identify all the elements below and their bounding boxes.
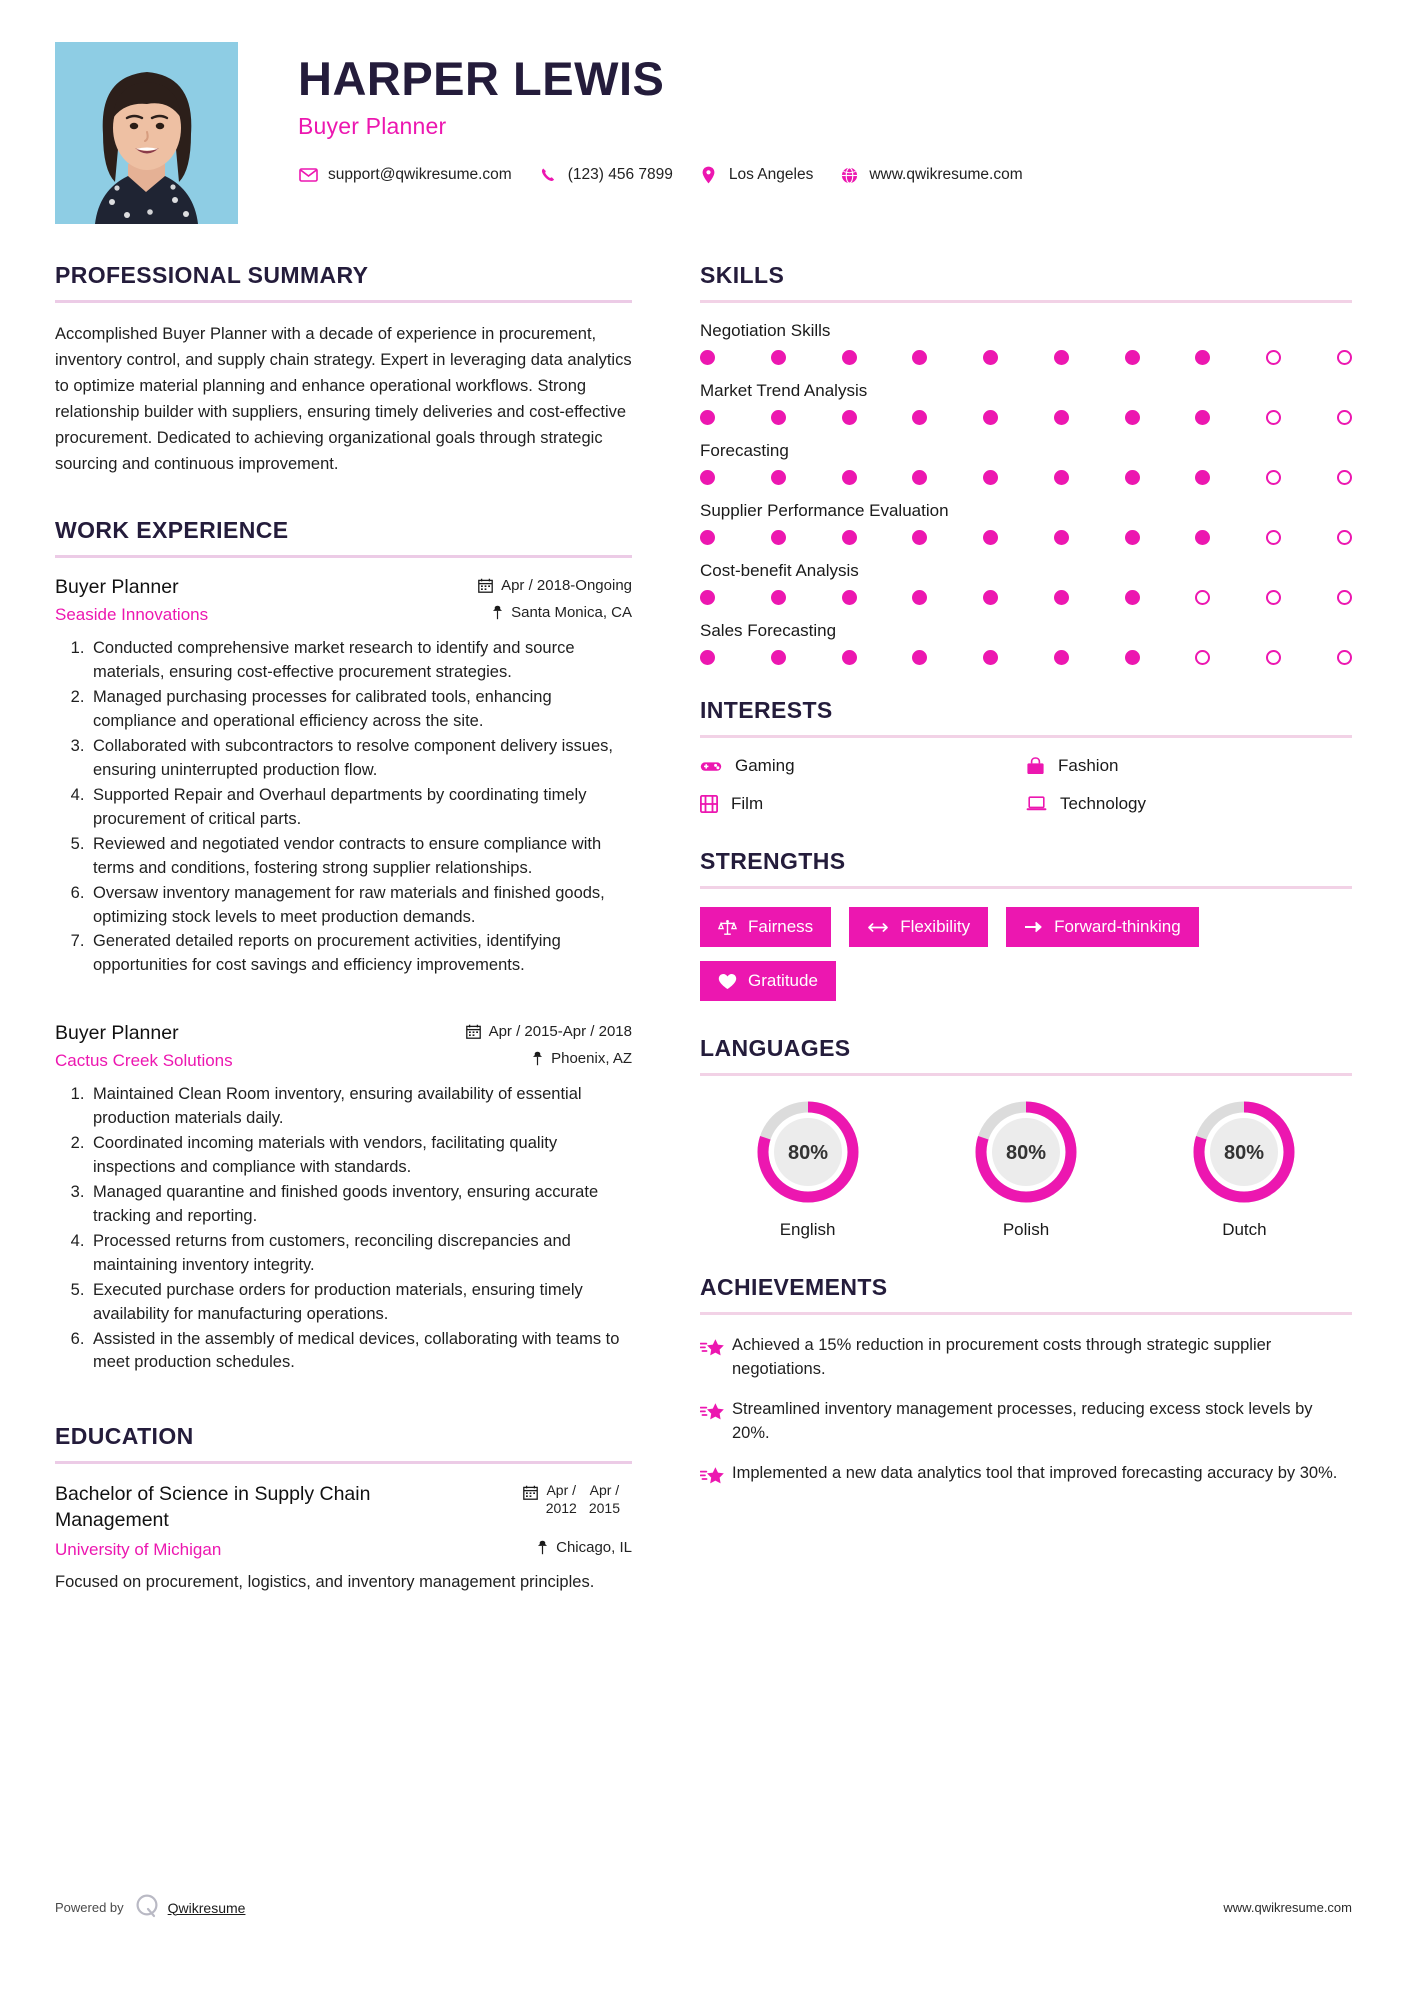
map-pin-icon xyxy=(532,1051,543,1066)
rating-dot-filled xyxy=(912,350,927,365)
rating-dot-filled xyxy=(842,590,857,605)
rating-dot-filled xyxy=(983,350,998,365)
summary-paragraph: Accomplished Buyer Planner with a decade of experience in procurement, inventory control, and supply chain strategy. Expert in leveraging data analytics to optimize material planning and enhance operational workflows. Strong relationship builder with suppliers, ensuring timely deliveries and cost-effective procurement. Dedicated to achieving organizational goals through strategic sourcing and continuous improvement. xyxy=(55,325,632,474)
education-entry-header xyxy=(55,1482,632,1533)
achievement-item xyxy=(700,1461,1352,1492)
section-skills xyxy=(700,262,1352,665)
experience-bullet: 7. Generated detailed reports on procurement activities, identifying opportunities for cost savings and efficiency improvements. xyxy=(89,930,632,978)
section-heading-achievements: ACHIEVEMENTS xyxy=(700,1274,888,1300)
strengths-tag-list xyxy=(700,907,1352,1001)
rating-dot-filled xyxy=(700,530,715,545)
language-donut-chart xyxy=(750,1094,866,1210)
interest-label: Gaming xyxy=(735,756,795,775)
contact-website[interactable] xyxy=(839,165,1022,185)
rating-dot-filled xyxy=(771,350,786,365)
interest-label: Film xyxy=(731,794,764,813)
experience-location xyxy=(532,1050,632,1067)
rating-dot-filled xyxy=(771,590,786,605)
interest-label: Fashion xyxy=(1058,756,1119,775)
skill-label: Sales Forecasting xyxy=(700,621,837,640)
section-education xyxy=(55,1423,632,1594)
footer-brand-link[interactable]: Qwikresume xyxy=(167,1899,246,1916)
education-location xyxy=(537,1539,632,1556)
achievement-text: Streamlined inventory management processes, reducing excess stock levels by 20%. xyxy=(732,1400,1313,1443)
rating-dot-filled xyxy=(700,350,715,365)
page-title: HARPER LEWIS xyxy=(298,52,665,105)
experience-location-text: Santa Monica, CA xyxy=(511,604,632,622)
rating-dot-filled xyxy=(983,470,998,485)
calendar-icon xyxy=(466,1024,481,1039)
rating-dot-filled xyxy=(771,530,786,545)
experience-bullet: 2. Managed purchasing processes for calibrated tools, enhancing compliance and operational efficiency across the site. xyxy=(89,686,632,734)
arrow-right-icon xyxy=(1024,920,1043,934)
education-entry-subheader xyxy=(55,1539,632,1560)
qwikresume-logo-icon xyxy=(134,1893,160,1922)
interests-grid xyxy=(700,756,1352,814)
spacer xyxy=(700,1240,1352,1274)
education-date-start xyxy=(546,1482,577,1517)
rating-dot-filled xyxy=(1195,470,1210,485)
rating-dot-filled xyxy=(912,650,927,665)
rating-dot-empty xyxy=(1266,470,1281,485)
rating-dot-filled xyxy=(1054,650,1069,665)
languages-list xyxy=(700,1094,1352,1240)
experience-bullet: 6. Assisted in the assembly of medical devices, collaborating with teams to meet production schedules. xyxy=(89,1328,632,1376)
section-divider xyxy=(700,1312,1352,1315)
education-date-end-year: 2015 xyxy=(588,1499,620,1516)
contact-email-text: support@qwikresume.com xyxy=(328,166,512,184)
skill-label: Forecasting xyxy=(700,441,789,460)
rating-dot-empty xyxy=(1266,350,1281,365)
achievement-item xyxy=(700,1333,1352,1381)
experience-entry-subheader xyxy=(55,1050,632,1071)
contact-phone-text: (123) 456 7899 xyxy=(567,166,673,184)
section-heading-skills: SKILLS xyxy=(700,262,785,288)
skills-list xyxy=(700,321,1352,665)
experience-bullet: 5. Executed purchase orders for production materials, ensuring timely availability for manufacturing operations. xyxy=(89,1279,632,1327)
experience-bullet-list xyxy=(55,1083,632,1375)
avatar xyxy=(55,42,238,224)
language-name-label: English xyxy=(779,1220,836,1239)
skill-item xyxy=(700,381,1352,425)
section-heading-education: EDUCATION xyxy=(55,1423,194,1450)
spacer xyxy=(700,1001,1352,1035)
skill-label: Supplier Performance Evaluation xyxy=(700,501,949,520)
education-location-text: Chicago, IL xyxy=(556,1539,632,1557)
rating-dot-empty xyxy=(1337,650,1352,665)
rating-dot-filled xyxy=(912,530,927,545)
language-percent-label: 80% xyxy=(1005,1142,1047,1164)
left-column xyxy=(55,262,672,1595)
section-interests xyxy=(700,697,1352,814)
language-percent-label: 80% xyxy=(1224,1142,1265,1164)
section-heading-strengths: STRENGTHS xyxy=(700,848,846,874)
rating-dot-empty xyxy=(1266,650,1281,665)
experience-dates xyxy=(466,1023,632,1040)
footer-website[interactable]: www.qwikresume.com xyxy=(1223,1900,1352,1915)
laptop-icon xyxy=(1026,796,1047,812)
language-name-label: Dutch xyxy=(1222,1220,1267,1239)
education-description: Focused on procurement, logistics, and inventory management principles. xyxy=(55,1573,595,1592)
contact-phone[interactable] xyxy=(538,165,673,185)
location-pin-icon xyxy=(699,165,719,185)
experience-bullet: 2. Coordinated incoming materials with vendors, facilitating quality inspections and compliance with standards. xyxy=(89,1132,632,1180)
experience-location xyxy=(492,604,632,621)
rating-dot-empty xyxy=(1337,350,1352,365)
section-divider xyxy=(700,300,1352,303)
section-divider xyxy=(55,1461,632,1464)
section-divider xyxy=(700,735,1352,738)
calendar-icon xyxy=(478,578,493,593)
rating-dot-filled xyxy=(1054,530,1069,545)
heart-icon xyxy=(718,973,737,990)
resume-header xyxy=(0,0,1407,224)
rating-dot-filled xyxy=(1195,530,1210,545)
shooting-star-icon xyxy=(700,1397,732,1445)
rating-dot-empty xyxy=(1337,410,1352,425)
rating-dot-filled xyxy=(1054,350,1069,365)
rating-dot-filled xyxy=(700,410,715,425)
experience-bullet: 4. Processed returns from customers, reconciling discrepancies and maintaining inventory integrity. xyxy=(89,1230,632,1278)
rating-dot-filled xyxy=(983,590,998,605)
skill-label: Market Trend Analysis xyxy=(700,381,868,400)
skill-rating-dots xyxy=(700,470,1352,485)
strength-tag-fairness xyxy=(700,907,831,947)
experience-entry-header xyxy=(55,1022,632,1045)
education-entry xyxy=(55,1482,632,1594)
section-divider xyxy=(55,300,632,303)
contact-email[interactable] xyxy=(298,165,512,185)
strength-label: Gratitude xyxy=(748,971,818,990)
rating-dot-filled xyxy=(1054,590,1069,605)
arrows-horizontal-icon xyxy=(867,921,889,934)
spacer xyxy=(700,814,1352,848)
strength-tag-flexibility xyxy=(849,907,988,947)
education-date-start-month: Apr / xyxy=(546,1482,577,1499)
calendar-icon xyxy=(523,1485,538,1503)
rating-dot-filled xyxy=(1054,470,1069,485)
experience-bullet: 1. Maintained Clean Room inventory, ensuring availability of essential production materials daily. xyxy=(89,1083,632,1131)
footer-powered-by xyxy=(55,1893,245,1922)
experience-bullet: 3. Managed quarantine and finished goods inventory, ensuring accurate tracking and reporting. xyxy=(89,1181,632,1229)
job-title-subheading: Buyer Planner xyxy=(298,113,447,140)
right-column xyxy=(672,262,1352,1595)
skill-rating-dots xyxy=(700,650,1352,665)
section-work-experience xyxy=(55,517,632,1375)
rating-dot-filled xyxy=(983,650,998,665)
shooting-star-icon xyxy=(700,1461,732,1492)
skill-label: Negotiation Skills xyxy=(700,321,831,340)
rating-dot-filled xyxy=(771,470,786,485)
rating-dot-filled xyxy=(1125,410,1140,425)
skill-rating-dots xyxy=(700,410,1352,425)
resume-body xyxy=(0,262,1407,1595)
scales-icon xyxy=(718,919,737,936)
profile-photo-illustration xyxy=(55,42,238,224)
rating-dot-empty xyxy=(1266,410,1281,425)
strength-label: Flexibility xyxy=(900,917,971,936)
section-divider xyxy=(700,886,1352,889)
section-heading-summary: PROFESSIONAL SUMMARY xyxy=(55,262,369,288)
strength-label: Forward-thinking xyxy=(1054,917,1181,936)
interest-label: Technology xyxy=(1060,794,1147,813)
skill-rating-dots xyxy=(700,350,1352,365)
contact-location xyxy=(699,165,813,185)
experience-role: Buyer Planner xyxy=(55,576,179,599)
skill-item xyxy=(700,621,1352,665)
rating-dot-filled xyxy=(912,590,927,605)
experience-entry xyxy=(55,1022,632,1375)
rating-dot-filled xyxy=(1125,530,1140,545)
rating-dot-filled xyxy=(1195,350,1210,365)
globe-icon xyxy=(839,165,859,185)
rating-dot-empty xyxy=(1337,470,1352,485)
experience-bullet: 4. Supported Repair and Overhaul departments by coordinating timely procurement of critical parts. xyxy=(89,784,632,832)
language-percent-label: 80% xyxy=(787,1142,828,1164)
shooting-star-icon xyxy=(700,1333,732,1381)
skill-label: Cost-benefit Analysis xyxy=(700,561,859,580)
rating-dot-filled xyxy=(700,470,715,485)
handbag-icon xyxy=(1026,757,1045,775)
rating-dot-filled xyxy=(983,530,998,545)
experience-bullet: 5. Reviewed and negotiated vendor contracts to ensure compliance with terms and conditions, fostering strong supplier relationships. xyxy=(89,833,632,881)
section-heading-interests: INTERESTS xyxy=(700,697,833,723)
rating-dot-empty xyxy=(1195,650,1210,665)
rating-dot-filled xyxy=(983,410,998,425)
achievement-text: Achieved a 15% reduction in procurement costs through strategic supplier negotiations. xyxy=(732,1336,1272,1379)
skill-item xyxy=(700,441,1352,485)
experience-entry-subheader xyxy=(55,604,632,625)
rating-dot-filled xyxy=(842,530,857,545)
experience-dates-text: Apr / 2015-Apr / 2018 xyxy=(488,1023,632,1041)
page-footer xyxy=(55,1893,1352,1922)
spacer xyxy=(55,1383,632,1423)
skill-item xyxy=(700,501,1352,545)
experience-dates-text: Apr / 2018-Ongoing xyxy=(501,577,632,595)
achievement-item xyxy=(700,1397,1352,1445)
achievement-text: Implemented a new data analytics tool that improved forecasting accuracy by 30%. xyxy=(732,1464,1338,1483)
strength-tag-forward-thinking xyxy=(1006,907,1199,947)
rating-dot-empty xyxy=(1337,530,1352,545)
achievements-list xyxy=(700,1333,1352,1492)
section-heading-languages: LANGUAGES xyxy=(700,1035,851,1061)
rating-dot-filled xyxy=(1125,350,1140,365)
spacer xyxy=(55,477,632,517)
experience-entry xyxy=(55,576,632,978)
section-languages xyxy=(700,1035,1352,1240)
education-date-start-year: 2012 xyxy=(545,1499,577,1516)
experience-company: Cactus Creek Solutions xyxy=(55,1051,233,1071)
interest-item-fashion xyxy=(1026,756,1352,776)
rating-dot-empty xyxy=(1266,530,1281,545)
spacer xyxy=(700,681,1352,697)
experience-company: Seaside Innovations xyxy=(55,605,209,625)
skill-rating-dots xyxy=(700,590,1352,605)
contact-location-text: Los Angeles xyxy=(728,166,814,184)
language-donut-chart xyxy=(1186,1094,1302,1210)
experience-dates xyxy=(478,577,632,594)
rating-dot-filled xyxy=(842,470,857,485)
language-donut-chart xyxy=(968,1094,1084,1210)
rating-dot-filled xyxy=(771,650,786,665)
interest-item-gaming xyxy=(700,756,1026,776)
education-date-end-month: Apr / xyxy=(589,1482,620,1499)
rating-dot-filled xyxy=(842,350,857,365)
language-name-label: Polish xyxy=(1002,1220,1050,1239)
rating-dot-filled xyxy=(912,410,927,425)
skill-item xyxy=(700,321,1352,365)
strength-label: Fairness xyxy=(748,917,814,936)
experience-bullet: 3. Collaborated with subcontractors to resolve component delivery issues, ensuring uninterrupted production flow. xyxy=(89,735,632,783)
language-item xyxy=(918,1094,1133,1240)
map-pin-icon xyxy=(492,605,503,620)
rating-dot-filled xyxy=(1125,470,1140,485)
section-achievements xyxy=(700,1274,1352,1492)
rating-dot-empty xyxy=(1266,590,1281,605)
header-text-block xyxy=(238,42,1352,185)
rating-dot-filled xyxy=(1054,410,1069,425)
section-divider xyxy=(700,1073,1352,1076)
rating-dot-filled xyxy=(842,410,857,425)
film-strip-icon xyxy=(700,795,718,813)
section-professional-summary xyxy=(55,262,632,477)
contact-row xyxy=(298,165,1352,185)
rating-dot-filled xyxy=(1195,410,1210,425)
experience-entry-header xyxy=(55,576,632,599)
envelope-icon xyxy=(298,165,318,185)
education-dates xyxy=(523,1482,632,1517)
interest-item-film xyxy=(700,794,1026,814)
education-degree: Bachelor of Science in Supply Chain Management xyxy=(55,1483,371,1531)
rating-dot-filled xyxy=(1125,650,1140,665)
section-heading-experience: WORK EXPERIENCE xyxy=(55,517,289,544)
rating-dot-filled xyxy=(700,650,715,665)
gamepad-icon xyxy=(700,759,722,774)
language-item xyxy=(700,1094,915,1240)
footer-powered-by-label: Powered by xyxy=(55,1900,124,1915)
spacer xyxy=(55,986,632,1022)
language-item xyxy=(1137,1094,1352,1240)
education-school: University of Michigan xyxy=(55,1540,222,1560)
experience-role: Buyer Planner xyxy=(55,1022,179,1045)
rating-dot-filled xyxy=(700,590,715,605)
skill-item xyxy=(700,561,1352,605)
section-strengths xyxy=(700,848,1352,1001)
rating-dot-empty xyxy=(1195,590,1210,605)
experience-bullet: 1. Conducted comprehensive market research to identify and source materials, ensuring cost-effective procurement strategies. xyxy=(89,637,632,685)
education-date-end xyxy=(589,1482,620,1517)
interest-item-technology xyxy=(1026,794,1352,814)
rating-dot-filled xyxy=(771,410,786,425)
rating-dot-filled xyxy=(912,470,927,485)
section-divider xyxy=(55,555,632,558)
skill-rating-dots xyxy=(700,530,1352,545)
contact-website-text: www.qwikresume.com xyxy=(869,166,1023,184)
experience-location-text: Phoenix, AZ xyxy=(551,1050,632,1068)
rating-dot-empty xyxy=(1337,590,1352,605)
rating-dot-filled xyxy=(842,650,857,665)
phone-icon xyxy=(538,165,558,185)
experience-bullet: 6. Oversaw inventory management for raw materials and finished goods, optimizing stock levels to meet production demands. xyxy=(89,882,632,930)
strength-tag-gratitude xyxy=(700,961,836,1001)
experience-bullet-list xyxy=(55,637,632,978)
rating-dot-filled xyxy=(1125,590,1140,605)
map-pin-icon xyxy=(537,1540,548,1555)
